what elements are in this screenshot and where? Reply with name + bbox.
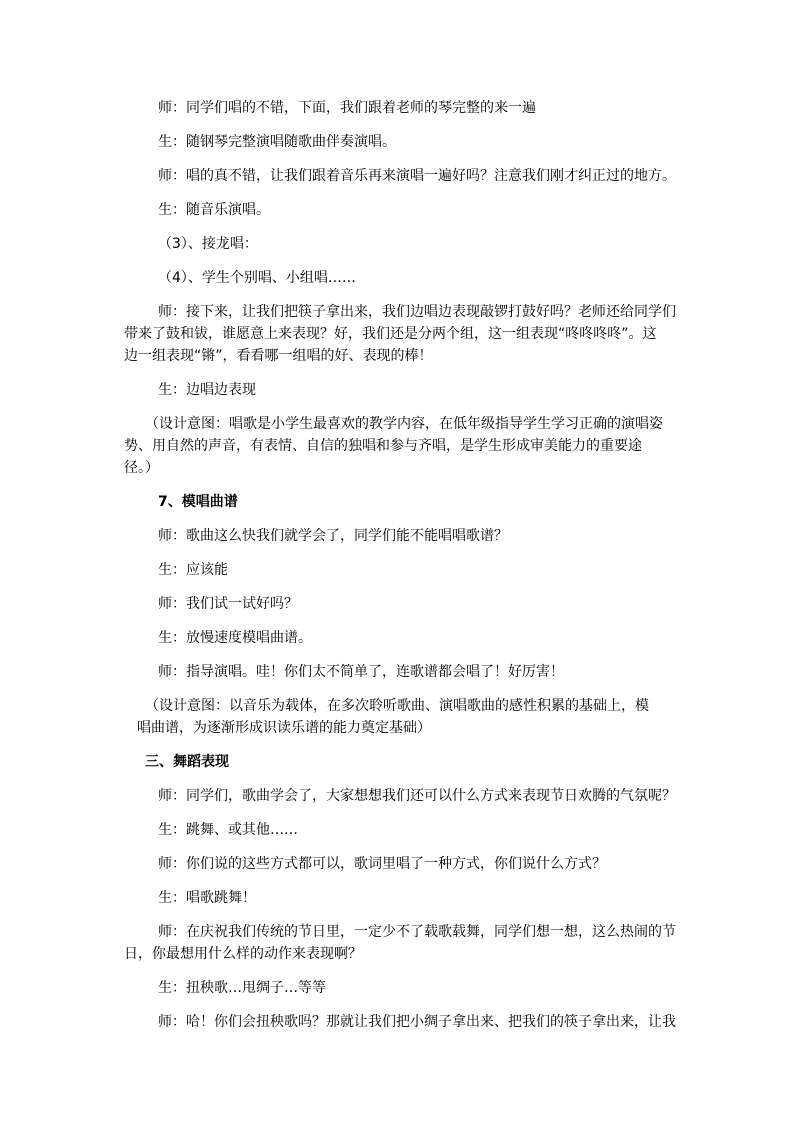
student-line-5: 生：放慢速度模唱曲谱。 — [158, 630, 312, 646]
teacher-line-3b: 带来了鼓和钹，谁愿意上来表现？好，我们还是分两个组，这一组表现“咚咚咚咚”。这 — [124, 326, 657, 342]
teacher-line-2: 师：唱的真不错，让我们跟着音乐再来演唱一遍好吗？注意我们刚才纠正过的地方。 — [158, 168, 676, 184]
design-intent-1b: 势、用自然的声音，有表情、自信的独唱和参与齐唱，是学生形成审美能力的重要途 — [124, 438, 642, 454]
teacher-line-3a: 师：接下来，让我们把筷子拿出来，我们边唱边表现敲锣打鼓好吗？老师还给同学们 — [158, 304, 676, 320]
student-line-4: 生：应该能 — [158, 562, 228, 578]
teacher-line-3c: 边一组表现“锵”，看看哪一组唱的好、表现的棒！ — [124, 348, 433, 364]
teacher-line-5: 师：我们试一试好吗？ — [158, 596, 298, 612]
section-heading-7: 7、模唱曲谱 — [158, 494, 238, 510]
student-line-8: 生：扭秧歌…甩绸子…等等 — [158, 980, 326, 996]
teacher-line-7: 师：同学们，歌曲学会了，大家想想我们还可以什么方式来表现节日欢腾的气氛呢？ — [158, 788, 676, 804]
step-4-heading: （4）、学生个别唱、小组唱…… — [158, 270, 356, 286]
teacher-line-6: 师：指导演唱。哇！你们太不简单了，连歌谱都会唱了！好厉害！ — [158, 664, 564, 680]
design-intent-2a: （设计意图：以音乐为载体，在多次聆听歌曲、演唱歌曲的感性积累的基础上，模 — [145, 698, 649, 714]
student-line-6: 生：跳舞、或其他…… — [158, 822, 298, 838]
step-3-heading: （3）、接龙唱： — [158, 236, 258, 252]
design-intent-2b: 唱曲谱，为逐渐形成识读乐谱的能力奠定基础） — [137, 720, 431, 736]
student-line-3: 生：边唱边表现 — [158, 382, 256, 398]
teacher-line-4: 师：歌曲这么快我们就学会了，同学们能不能唱唱歌谱？ — [158, 528, 508, 544]
design-intent-1c: 径。） — [124, 460, 159, 476]
teacher-line-10: 师：哈！你们会扭秧歌吗？那就让我们把小绸子拿出来、把我们的筷子拿出来，让我 — [158, 1014, 676, 1030]
student-line-2: 生：随音乐演唱。 — [158, 202, 270, 218]
section-heading-3: 三、舞蹈表现 — [145, 754, 229, 770]
student-line-7: 生：唱歌跳舞！ — [158, 890, 256, 906]
teacher-line-9a: 师：在庆祝我们传统的节日里，一定少不了载歌载舞，同学们想一想，这么热闹的节 — [158, 924, 676, 940]
design-intent-1a: （设计意图：唱歌是小学生最喜欢的教学内容，在低年级指导学生学习正确的演唱姿 — [145, 416, 663, 432]
teacher-line-9b: 日，你最想用什么样的动作来表现啊？ — [124, 946, 362, 962]
student-line-1: 生：随钢琴完整演唱随歌曲伴奏演唱。 — [158, 134, 396, 150]
teacher-line-8: 师：你们说的这些方式都可以，歌词里唱了一种方式，你们说什么方式？ — [158, 856, 606, 872]
teacher-line-1: 师：同学们唱的不错，下面，我们跟着老师的琴完整的来一遍 — [158, 100, 536, 116]
